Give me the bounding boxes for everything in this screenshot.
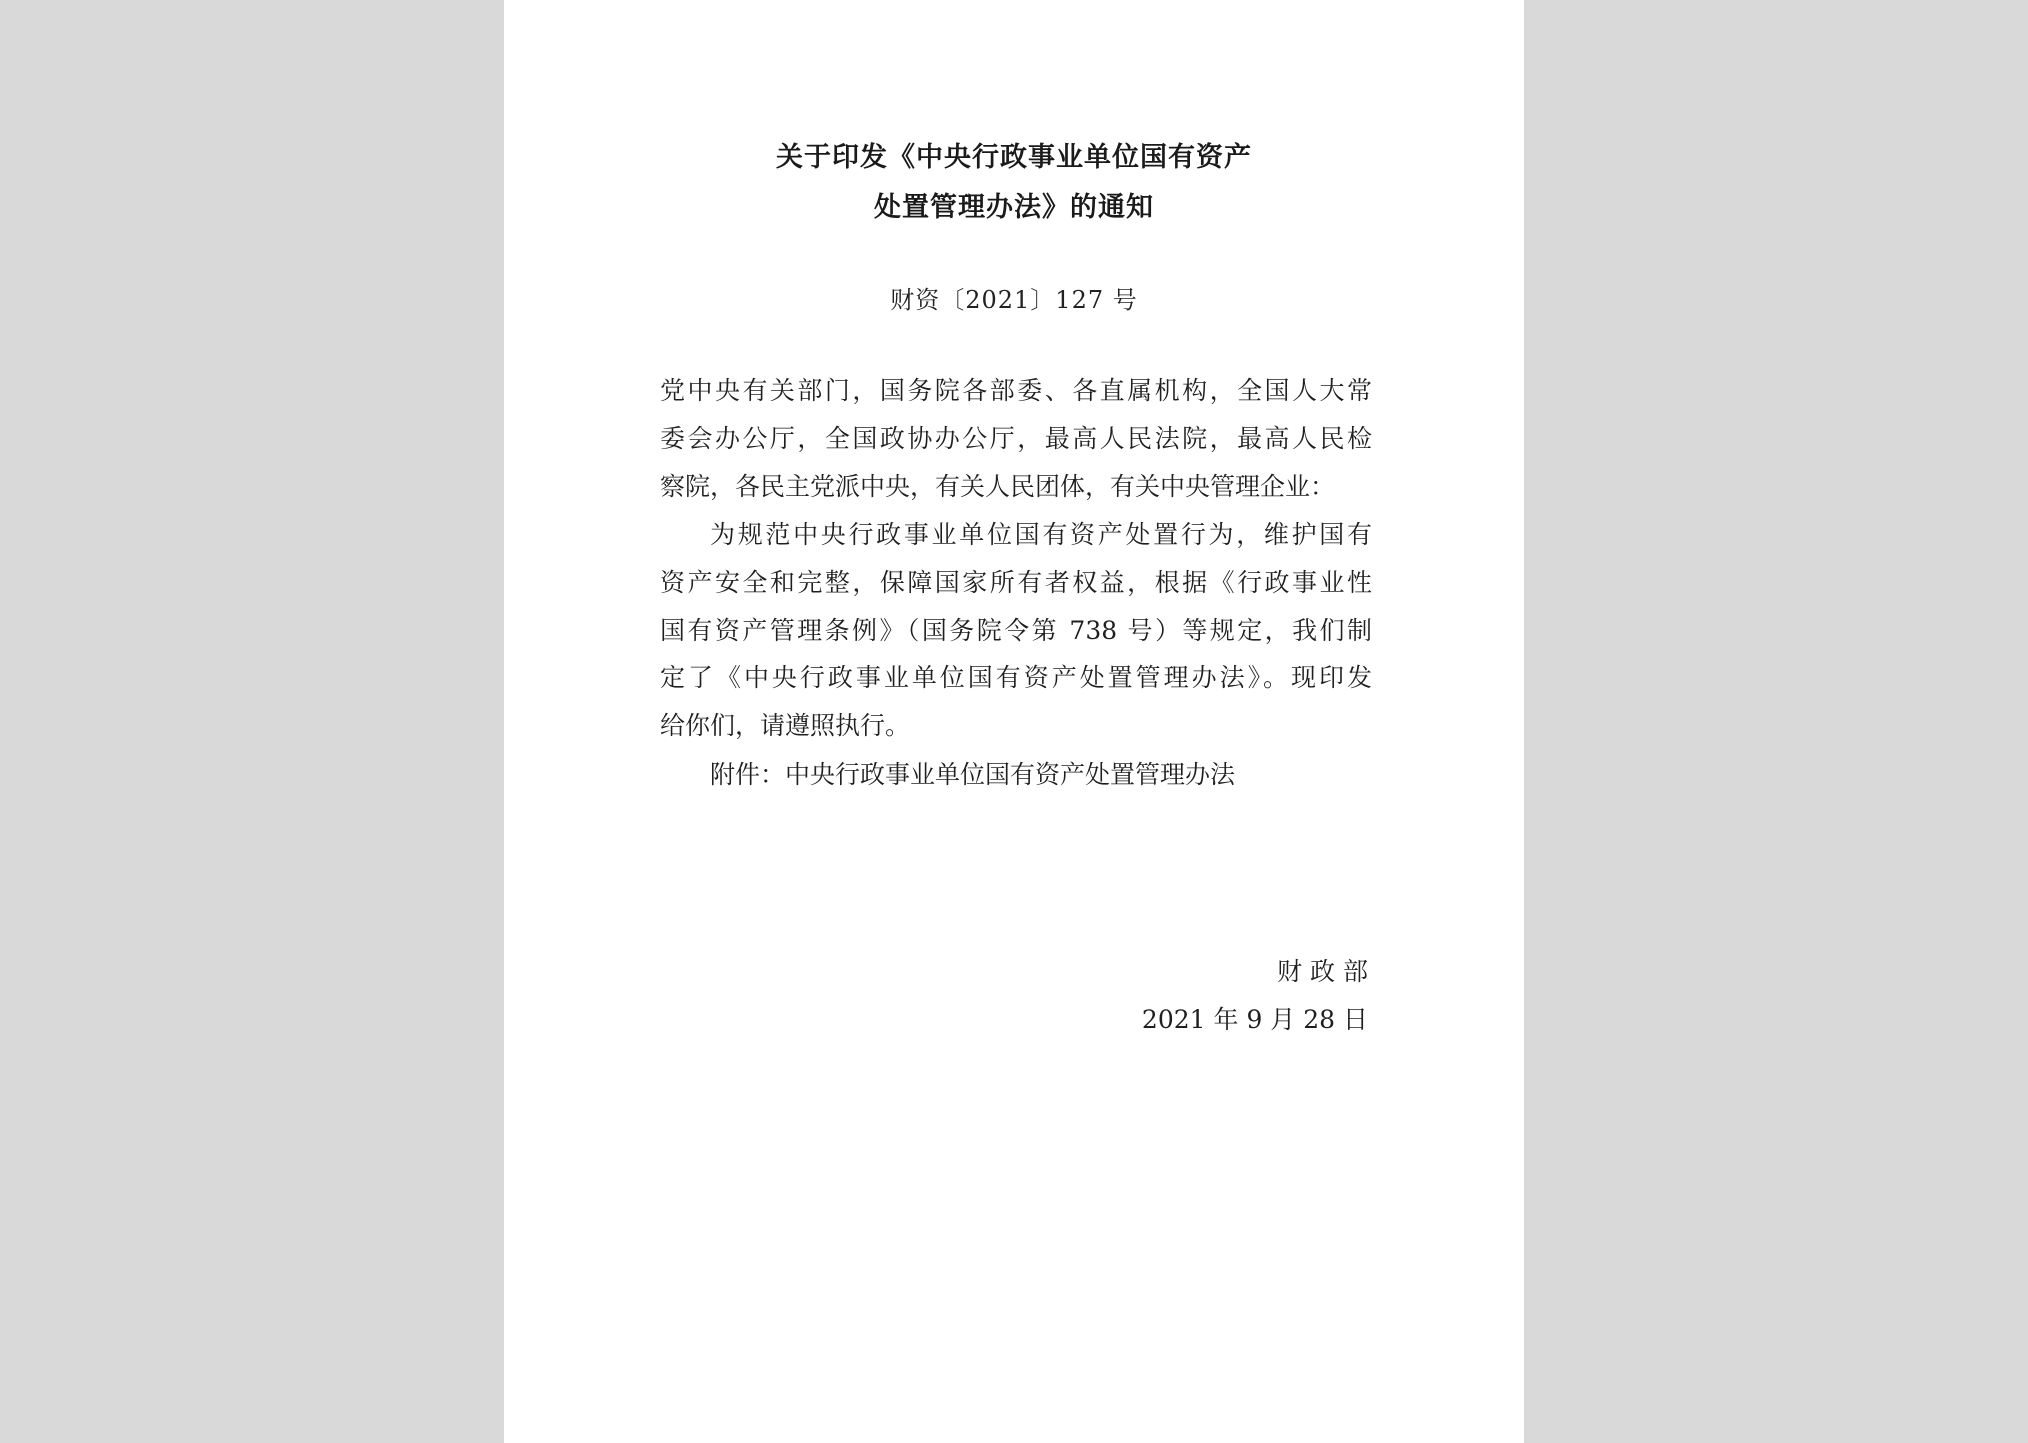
- recipients-line-2: 委会办公厅，全国政协办公厅，最高人民法院，最高人民检: [660, 424, 1372, 453]
- document-page: [504, 0, 1524, 1443]
- signature-date: 2021 年 9 月 28 日: [1141, 1005, 1368, 1034]
- signature-org: 财 政 部: [1277, 957, 1368, 986]
- document-title-line-2: 处置管理办法》的通知: [874, 192, 1154, 223]
- recipients-line-3: 察院，各民主党派中央，有关人民团体，有关中央管理企业：: [660, 472, 1336, 501]
- body-line-1: 为规范中央行政事业单位国有资产处置行为，维护国有: [710, 520, 1372, 549]
- body-line-3: 国有资产管理条例》（国务院令第 738 号）等规定，我们制: [660, 616, 1372, 645]
- body-line-2: 资产安全和完整，保障国家所有者权益，根据《行政事业性: [660, 568, 1372, 597]
- document-title-line-1: 关于印发《中央行政事业单位国有资产: [776, 142, 1252, 173]
- body-line-5: 给你们，请遵照执行。: [660, 711, 911, 740]
- recipients-line-1: 党中央有关部门，国务院各部委、各直属机构，全国人大常: [660, 376, 1372, 405]
- body-line-4: 定了《中央行政事业单位国有资产处置管理办法》。现印发: [660, 663, 1372, 692]
- attachment-line: 附件：中央行政事业单位国有资产处置管理办法: [710, 760, 1236, 789]
- document-number: 财资〔2021〕127 号: [890, 286, 1138, 314]
